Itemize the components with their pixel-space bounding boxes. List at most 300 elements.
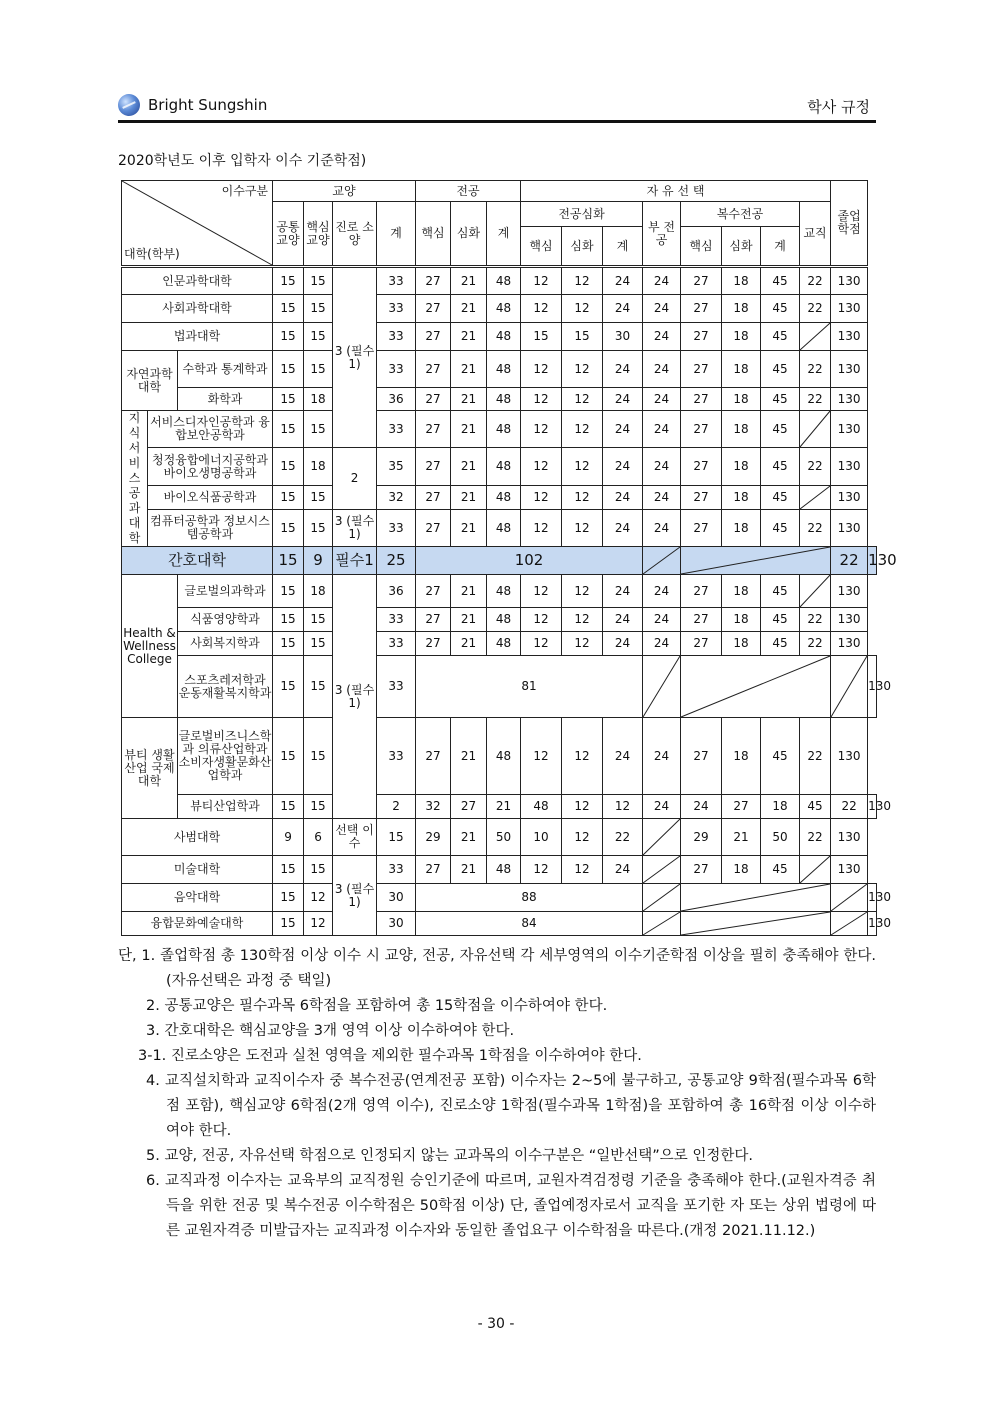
jinro-cell: 3 (필수1)	[333, 510, 377, 547]
jinro-cell: 2	[333, 448, 377, 510]
note-item: 3. 간호대학은 핵심교양을 3개 영역 이상 이수하여야 한다.	[146, 1023, 515, 1039]
cell: 22	[800, 295, 831, 323]
cell: 45	[761, 608, 800, 632]
cell: 22	[800, 632, 831, 656]
cell: 15	[273, 411, 304, 448]
cell: 21	[451, 448, 487, 486]
table-row	[122, 267, 877, 295]
cell: 15	[304, 323, 333, 351]
corner-cell	[122, 181, 273, 267]
cell: 24	[603, 267, 643, 295]
cell: 18	[722, 351, 761, 388]
cell: 22	[800, 718, 831, 795]
cell: 130	[868, 656, 877, 718]
cell: 12	[562, 718, 603, 795]
dept-name: 사회복지학과	[178, 632, 273, 656]
cell: 21	[451, 632, 487, 656]
cell: 15	[273, 856, 304, 884]
cell: 130	[868, 884, 877, 912]
cell: 24	[643, 411, 681, 448]
header-gye: 계	[487, 202, 521, 267]
cell: 24	[603, 486, 643, 510]
cell: 24	[643, 388, 681, 411]
credit-table	[121, 180, 897, 936]
cell: 21	[451, 575, 487, 608]
cell: 130	[831, 267, 868, 295]
table-row	[122, 632, 877, 656]
cell: 15	[304, 411, 333, 448]
table-row	[122, 295, 877, 323]
cell: 27	[681, 448, 722, 486]
table-row	[122, 323, 877, 351]
cell: 12	[562, 856, 603, 884]
header-simhwa: 심화	[562, 227, 603, 267]
cell: 9	[273, 819, 304, 856]
header-gye: 계	[377, 202, 416, 267]
cell: 24	[643, 295, 681, 323]
cell: 12	[304, 884, 333, 912]
cell: 21	[487, 795, 521, 819]
cell: 22	[800, 351, 831, 388]
cell: 15	[304, 795, 333, 819]
cell: 35	[377, 448, 416, 486]
cell: 24	[603, 575, 643, 608]
page-header	[118, 92, 876, 122]
cell: 6	[304, 819, 333, 856]
cell: 12	[521, 575, 562, 608]
cell: 45	[761, 632, 800, 656]
cell: 15	[521, 323, 562, 351]
cell: 22	[831, 795, 868, 819]
cell: 18	[722, 575, 761, 608]
cell: 33	[377, 411, 416, 448]
dept-name: 뷰티산업학과	[178, 795, 273, 819]
cell: 48	[487, 388, 521, 411]
jinro-cell: 3 (필수1)	[333, 575, 377, 819]
cell: 22	[603, 819, 643, 856]
note-item: 단, 1. 졸업학점 총 130학점 이상 이수 시 교양, 전공, 자유선택 각 세부영역의 이수기준학점 이상을 필히 충족해야 한다. (자유선택은 과정 중 택일)	[118, 948, 876, 989]
cell: 27	[681, 295, 722, 323]
college-name: 지식서비스공과대학	[128, 411, 141, 545]
cell: 22	[800, 608, 831, 632]
table-row	[122, 608, 877, 632]
cell: 48	[487, 295, 521, 323]
cell: 24	[643, 718, 681, 795]
dept-name: 수학과 통계학과	[178, 351, 273, 388]
college-name: 미술대학	[122, 856, 273, 884]
cell: 12	[562, 608, 603, 632]
cell: 27	[451, 795, 487, 819]
cell: 18	[722, 718, 761, 795]
header-haeksim-gyoyang: 핵심 교양	[304, 202, 333, 267]
cell: 48	[487, 608, 521, 632]
cell: 15	[304, 351, 333, 388]
cell: 45	[761, 411, 800, 448]
cell: 15	[273, 486, 304, 510]
jinro-cell: 2	[377, 795, 416, 819]
cell: 130	[868, 912, 877, 936]
cell: 21	[451, 388, 487, 411]
diagonal-empty-cell	[681, 912, 831, 936]
cell: 21	[451, 819, 487, 856]
cell: 18	[722, 486, 761, 510]
cell: 45	[761, 510, 800, 547]
cell: 27	[416, 856, 451, 884]
cell: 130	[831, 323, 868, 351]
cell: 15	[273, 267, 304, 295]
cell: 24	[643, 510, 681, 547]
cell: 24	[643, 323, 681, 351]
cell: 27	[416, 486, 451, 510]
cell: 12	[562, 632, 603, 656]
cell: 15	[273, 448, 304, 486]
header-gyoyang: 교양	[273, 181, 416, 202]
cell: 27	[416, 351, 451, 388]
table-row	[122, 819, 877, 856]
cell: 130	[831, 632, 868, 656]
dept-name: 글로벌의과학과	[178, 575, 273, 608]
cell: 12	[603, 795, 643, 819]
table-row	[122, 411, 877, 448]
cell: 32	[377, 486, 416, 510]
cell: 15	[273, 323, 304, 351]
cell: 36	[377, 575, 416, 608]
cell: 27	[416, 323, 451, 351]
cell: 18	[722, 608, 761, 632]
cell: 15	[304, 856, 333, 884]
cell: 27	[416, 267, 451, 295]
header-gye: 계	[761, 227, 800, 267]
table-row	[122, 856, 877, 884]
brand-name: Bright Sungshin	[148, 96, 268, 114]
cell: 48	[487, 856, 521, 884]
cell: 18	[304, 388, 333, 411]
cell: 24	[643, 608, 681, 632]
cell: 24	[643, 351, 681, 388]
cell: 48	[487, 351, 521, 388]
cell: 선택 이수	[333, 819, 377, 856]
cell: 15	[304, 486, 333, 510]
cell: 12	[562, 510, 603, 547]
diagonal-empty-cell	[643, 912, 681, 936]
cell: 18	[722, 295, 761, 323]
cell: 21	[451, 718, 487, 795]
cell: 48	[487, 718, 521, 795]
cell: 24	[603, 388, 643, 411]
table-row	[122, 388, 877, 411]
cell: 81	[416, 656, 643, 718]
diagonal-empty-cell	[643, 656, 681, 718]
cell: 18	[304, 575, 333, 608]
cell: 12	[521, 295, 562, 323]
cell: 18	[722, 510, 761, 547]
header-gongtong: 공통 교양	[273, 202, 304, 267]
cell: 30	[377, 912, 416, 936]
cell: 50	[761, 819, 800, 856]
cell: 15	[273, 632, 304, 656]
diagonal-empty-cell	[800, 575, 831, 608]
college-name: 뷰티 생활산업 국제대학	[122, 718, 178, 819]
college-name: 사회과학대학	[122, 295, 273, 323]
header-boksu: 복수전공	[681, 202, 800, 227]
cell: 33	[377, 718, 416, 795]
cell: 130	[831, 608, 868, 632]
cell: 130	[868, 795, 877, 819]
cell: 12	[304, 912, 333, 936]
cell: 15	[304, 608, 333, 632]
cell: 12	[562, 575, 603, 608]
cell: 12	[562, 486, 603, 510]
cell: 27	[681, 718, 722, 795]
cell: 21	[451, 351, 487, 388]
cell: 27	[681, 608, 722, 632]
cell: 24	[603, 351, 643, 388]
header-rule	[118, 120, 876, 123]
cell: 15	[273, 912, 304, 936]
cell: 15	[273, 795, 304, 819]
cell: 27	[681, 856, 722, 884]
table-row	[122, 351, 877, 388]
cell: 12	[521, 486, 562, 510]
cell: 12	[521, 856, 562, 884]
cell: 48	[521, 795, 562, 819]
table-row	[122, 510, 877, 547]
cell: 12	[521, 510, 562, 547]
header-haeksim: 핵심	[521, 227, 562, 267]
corner-top-label: 이수구분	[221, 184, 269, 198]
cell: 45	[761, 718, 800, 795]
cell: 27	[416, 295, 451, 323]
cell: 130	[831, 295, 868, 323]
cell: 48	[487, 323, 521, 351]
cell: 48	[487, 510, 521, 547]
cell: 24	[643, 267, 681, 295]
cell: 21	[451, 267, 487, 295]
cell: 84	[416, 912, 643, 936]
cell: 30	[377, 884, 416, 912]
cell: 18	[722, 856, 761, 884]
cell: 12	[521, 608, 562, 632]
dept-name: 글로벌비즈니스학과 의류산업학과 소비자생활문화산업학과	[178, 718, 273, 795]
cell: 22	[800, 388, 831, 411]
diagonal-empty-cell	[831, 912, 868, 936]
cell: 12	[521, 267, 562, 295]
cell: 45	[761, 448, 800, 486]
dept-name: 식품영양학과	[178, 608, 273, 632]
cell: 48	[487, 411, 521, 448]
cell: 45	[761, 856, 800, 884]
cell: 45	[761, 575, 800, 608]
cell: 22	[831, 547, 868, 575]
note-item: 6. 교직과정 이수자는 교육부의 교직정원 승인기준에 따르며, 교원자격검정령 기준을 충족해야 한다.(교원자격증 취득을 위한 전공 및 복수전공 이수학점은 50학점 이상) 단, 졸업예정자로서 교직을 포기한 자 또는 상위 법령에 따른 교원자격증 미발급자는 교직과정 이수자와 동일한 졸업요구 이수학점을 따른다.(개정 2021.11.12.)	[146, 1173, 876, 1239]
cell: 27	[681, 351, 722, 388]
section-title: 학사 규정	[807, 98, 870, 116]
cell: 12	[562, 388, 603, 411]
diagonal-empty-cell	[800, 486, 831, 510]
cell: 15	[304, 510, 333, 547]
header-haeksim: 핵심	[681, 227, 722, 267]
cell: 27	[416, 411, 451, 448]
cell: 27	[681, 323, 722, 351]
cell: 12	[562, 295, 603, 323]
cell: 24	[603, 856, 643, 884]
table-caption: 2020학년도 이후 입학자 이수 기준학점)	[118, 153, 367, 169]
cell: 27	[416, 510, 451, 547]
college-name: 융합문화예술대학	[122, 912, 273, 936]
college-name-vertical	[122, 411, 148, 547]
cell: 21	[451, 510, 487, 547]
cell: 21	[451, 295, 487, 323]
cell: 48	[487, 448, 521, 486]
sungshin-logo-icon	[118, 94, 140, 116]
cell: 18	[722, 267, 761, 295]
header-gyojik: 교직	[800, 202, 831, 267]
cell: 32	[416, 795, 451, 819]
cell: 29	[681, 819, 722, 856]
table-row	[122, 912, 877, 936]
cell: 15	[304, 267, 333, 295]
cell: 24	[681, 795, 722, 819]
cell: 27	[681, 486, 722, 510]
cell: 12	[562, 411, 603, 448]
cell: 27	[681, 267, 722, 295]
cell: 130	[831, 856, 868, 884]
table-row	[122, 795, 877, 819]
header-gye: 계	[603, 227, 643, 267]
note-item: 2. 공통교양은 필수과목 6학점을 포함하여 총 15학점을 이수하여야 한다.	[146, 998, 608, 1014]
diagonal-empty-cell	[643, 856, 681, 884]
cell: 24	[643, 575, 681, 608]
cell: 24	[643, 486, 681, 510]
cell: 102	[416, 547, 643, 575]
cell: 33	[377, 510, 416, 547]
cell: 27	[416, 632, 451, 656]
cell: 33	[377, 656, 416, 718]
header-jeongong-simhwa: 전공심화	[521, 202, 643, 227]
note-item: 4. 교직설치학과 교직이수자 중 복수전공(연계전공 포함) 이수자는 2~5에 불구하고, 공통교양 9학점(필수과목 6학점 포함), 핵심교양 6학점(2개 영역 이수), 진로소양 1학점(필수과목 1학점)을 포함하여 총 16학점 이상 이수하여야 한다.	[146, 1073, 876, 1139]
cell: 130	[831, 718, 868, 795]
table-row	[122, 575, 877, 608]
cell: 15	[273, 547, 304, 575]
diagonal-empty-cell	[681, 656, 831, 718]
cell: 45	[761, 267, 800, 295]
cell: 130	[831, 448, 868, 486]
cell: 15	[273, 388, 304, 411]
diagonal-empty-cell	[643, 547, 681, 575]
cell: 12	[562, 819, 603, 856]
cell: 33	[377, 351, 416, 388]
cell: 9	[304, 547, 333, 575]
cell: 12	[521, 388, 562, 411]
cell: 27	[416, 718, 451, 795]
table-row	[122, 718, 877, 795]
header-simhwa: 심화	[722, 227, 761, 267]
cell: 21	[451, 608, 487, 632]
cell: 50	[487, 819, 521, 856]
header-jolup: 졸업 학점	[831, 181, 868, 267]
notes-section	[118, 944, 876, 1244]
cell: 27	[681, 388, 722, 411]
cell: 130	[831, 411, 868, 448]
cell: 15	[273, 295, 304, 323]
cell: 45	[761, 323, 800, 351]
cell: 21	[451, 411, 487, 448]
table-row	[122, 486, 877, 510]
corner-bottom-label: 대학(학부)	[124, 247, 180, 261]
cell: 48	[487, 575, 521, 608]
cell: 18	[722, 411, 761, 448]
header-simhwa: 심화	[451, 202, 487, 267]
cell: 27	[681, 510, 722, 547]
diagonal-empty-cell	[800, 411, 831, 448]
cell: 24	[603, 510, 643, 547]
cell: 18	[761, 795, 800, 819]
cell: 27	[416, 608, 451, 632]
cell: 18	[722, 323, 761, 351]
cell: 27	[681, 411, 722, 448]
cell: 15	[304, 295, 333, 323]
diagonal-empty-cell	[681, 884, 831, 912]
college-name: 인문과학대학	[122, 267, 273, 295]
cell: 33	[377, 295, 416, 323]
table-row	[122, 656, 877, 718]
college-name: 간호대학	[122, 547, 273, 575]
cell: 15	[273, 510, 304, 547]
header-haeksim: 핵심	[416, 202, 451, 267]
college-name: 음악대학	[122, 884, 273, 912]
dept-name: 서비스디자인공학과 융합보안공학과	[148, 411, 273, 448]
jinro-cell: 3 (필수1)	[333, 856, 377, 936]
table-row	[122, 448, 877, 486]
cell: 33	[377, 632, 416, 656]
cell: 15	[273, 656, 304, 718]
cell: 15	[377, 819, 416, 856]
cell: 33	[377, 608, 416, 632]
cell: 130	[868, 547, 877, 575]
cell: 24	[643, 632, 681, 656]
cell: 48	[487, 632, 521, 656]
cell: 18	[722, 632, 761, 656]
cell: 24	[643, 795, 681, 819]
cell: 15	[304, 656, 333, 718]
cell: 48	[487, 267, 521, 295]
cell: 18	[304, 448, 333, 486]
cell: 24	[603, 411, 643, 448]
cell: 필수1	[333, 547, 377, 575]
cell: 33	[377, 856, 416, 884]
dept-name: 청정융합에너지공학과 바이오생명공학과	[148, 448, 273, 486]
cell: 22	[800, 267, 831, 295]
cell: 36	[377, 388, 416, 411]
college-name: 사범대학	[122, 819, 273, 856]
cell: 24	[603, 448, 643, 486]
college-name: 자연과학대학	[122, 351, 178, 411]
cell: 15	[562, 323, 603, 351]
cell: 130	[831, 510, 868, 547]
dept-name: 컴퓨터공학과 정보시스템공학과	[148, 510, 273, 547]
cell: 48	[487, 486, 521, 510]
cell: 12	[562, 267, 603, 295]
cell: 15	[304, 718, 333, 795]
cell: 24	[643, 448, 681, 486]
diagonal-empty-cell	[800, 323, 831, 351]
cell: 22	[800, 448, 831, 486]
cell: 15	[273, 575, 304, 608]
cell: 15	[273, 718, 304, 795]
cell: 22	[800, 510, 831, 547]
cell: 27	[416, 448, 451, 486]
cell: 21	[451, 323, 487, 351]
